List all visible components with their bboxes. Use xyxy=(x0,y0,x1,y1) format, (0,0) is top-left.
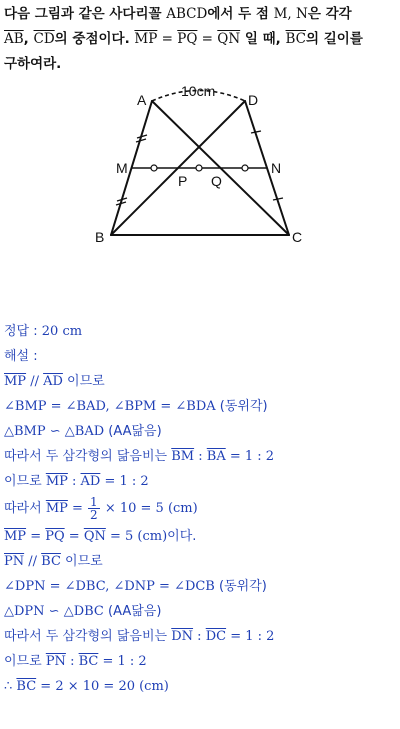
label-p: P xyxy=(178,173,188,189)
question-text-part: 다음 그림과 같은 사다리꼴 xyxy=(4,6,167,22)
solution-step xyxy=(4,624,396,649)
ratio-value: = 1 : 2 xyxy=(98,654,147,669)
segment: $\overline{PN}$ xyxy=(45,654,66,669)
segment: $\overline{MP}$ xyxy=(4,374,27,389)
equals-sign: = xyxy=(157,31,178,47)
segment: $\overline{AD}$ xyxy=(43,374,63,389)
computation: = 2 × 10 = 20 (cm) xyxy=(36,679,169,694)
reason: (AA닮음) xyxy=(108,424,162,439)
text: 이다. xyxy=(167,529,197,544)
ratio-value: = 1 : 2 xyxy=(226,629,275,644)
segment: $\overline{PN}$ xyxy=(4,554,25,569)
solution-step xyxy=(4,549,396,574)
length-ad: 10cm xyxy=(181,83,216,99)
text: 이므로 xyxy=(4,474,46,489)
solution-step xyxy=(4,369,396,394)
numerator: 1 xyxy=(90,495,98,509)
parallel-symbol: // xyxy=(26,374,44,389)
question-line-3: 구하여라. xyxy=(4,56,62,72)
points-m-n: M, N xyxy=(273,6,308,22)
segment: $\overline{MP}$ xyxy=(45,501,68,516)
segment: $\overline{MP}$ xyxy=(4,529,27,544)
answer-label: 정답 : xyxy=(4,324,42,339)
equal-mark-circle xyxy=(196,165,202,171)
question-text-part: 에서 두 점 xyxy=(207,6,274,22)
text: 따라서 두 삼각형의 닮음비는 xyxy=(4,629,172,644)
segment: $\overline{BC}$ xyxy=(78,654,99,669)
equals-sign: = xyxy=(64,529,84,544)
computation: × 10 = 5 (cm) xyxy=(100,501,198,516)
text: 이므로 xyxy=(62,374,105,389)
ratio-colon: : xyxy=(67,474,81,489)
computation: = 5 (cm) xyxy=(105,529,168,544)
parallel-symbol: // xyxy=(24,554,42,569)
solution-step xyxy=(4,419,396,444)
segment: $\overline{BC}$ xyxy=(41,554,61,569)
solution xyxy=(4,319,396,699)
label-q: Q xyxy=(211,173,222,189)
equal-mark-circle xyxy=(151,165,157,171)
ratio-colon: : xyxy=(194,449,207,464)
segment-bc: $\overline{BC}$ xyxy=(285,31,307,47)
text: 이므로 xyxy=(60,554,103,569)
segment: $\overline{BA}$ xyxy=(206,449,226,464)
tick-mark xyxy=(273,198,283,200)
angle-equation: ∠BMP = ∠BAD, ∠BPM = ∠BDA xyxy=(4,399,220,414)
segment: $\overline{PQ}$ xyxy=(45,529,65,544)
solution-step xyxy=(4,574,396,599)
trapezoid-name: ABCD xyxy=(166,6,208,22)
final-answer-line xyxy=(4,674,396,699)
question-text-part: 일 때, xyxy=(240,31,286,47)
ratio-value: = 1 : 2 xyxy=(225,449,275,464)
reason: (동위각) xyxy=(219,399,268,414)
therefore-symbol: ∴ xyxy=(4,679,17,694)
question-text-part: , xyxy=(23,31,34,47)
trapezoid-figure xyxy=(0,82,400,252)
segment: $\overline{MP}$ xyxy=(45,474,68,489)
solution-step xyxy=(4,469,396,494)
segment: $\overline{BM}$ xyxy=(171,449,195,464)
text: 따라서 xyxy=(4,501,46,516)
reason: (AA닮음) xyxy=(108,604,162,619)
solution-step xyxy=(4,444,396,469)
fraction xyxy=(88,496,100,521)
label-b: B xyxy=(95,229,105,245)
segment: $\overline{AD}$ xyxy=(80,474,101,489)
answer-value: 20 cm xyxy=(41,324,83,339)
segment: $\overline{DC}$ xyxy=(205,629,227,644)
solution-step xyxy=(4,394,396,419)
label-n: N xyxy=(271,160,282,176)
segment: $\overline{BC}$ xyxy=(16,679,37,694)
similarity-statement: △BMP ∽ △BAD xyxy=(4,424,109,439)
angle-equation: ∠DPN = ∠DBC, ∠DNP = ∠DCB xyxy=(4,579,219,594)
text: 따라서 두 삼각형의 닮음비는 xyxy=(4,449,172,464)
explanation-label: 해설 : xyxy=(4,349,38,364)
segment-mp: $\overline{MP}$ xyxy=(134,31,158,47)
solution-step xyxy=(4,494,396,524)
solution-step xyxy=(4,599,396,624)
equals-sign: = xyxy=(197,31,218,47)
ratio-colon: : xyxy=(193,629,206,644)
segment-pq: $\overline{PQ}$ xyxy=(177,31,198,47)
question-text xyxy=(4,2,396,77)
solution-step xyxy=(4,524,396,549)
question-text-part: 은 각각 xyxy=(307,6,352,22)
question-text-part: 의 길이를 xyxy=(306,31,363,47)
equal-mark-circle xyxy=(242,165,248,171)
equals-sign: = xyxy=(26,529,46,544)
segment-qn: $\overline{QN}$ xyxy=(217,31,241,47)
ratio-colon: : xyxy=(65,654,79,669)
question-line-1 xyxy=(4,2,396,27)
equals-sign: = xyxy=(67,501,88,516)
label-m: M xyxy=(116,160,128,176)
similarity-statement: △DPN ∽ △DBC xyxy=(4,604,108,619)
segment: $\overline{QN}$ xyxy=(83,529,106,544)
reason: (동위각) xyxy=(219,579,267,594)
label-a: A xyxy=(137,92,147,108)
solution-step xyxy=(4,649,396,674)
segment: $\overline{DN}$ xyxy=(171,629,194,644)
segment-cd: $\overline{CD}$ xyxy=(33,31,55,47)
tick-mark xyxy=(251,131,261,133)
label-d: D xyxy=(248,92,259,108)
question-line-2 xyxy=(4,27,396,52)
question-text-part: 의 중점이다. xyxy=(54,31,135,47)
segment-ab: $\overline{AB}$ xyxy=(4,31,24,47)
label-c: C xyxy=(292,229,303,245)
denominator: 2 xyxy=(90,508,98,522)
answer-line xyxy=(4,319,396,344)
ratio-value: = 1 : 2 xyxy=(100,474,149,489)
text: 이므로 xyxy=(4,654,46,669)
